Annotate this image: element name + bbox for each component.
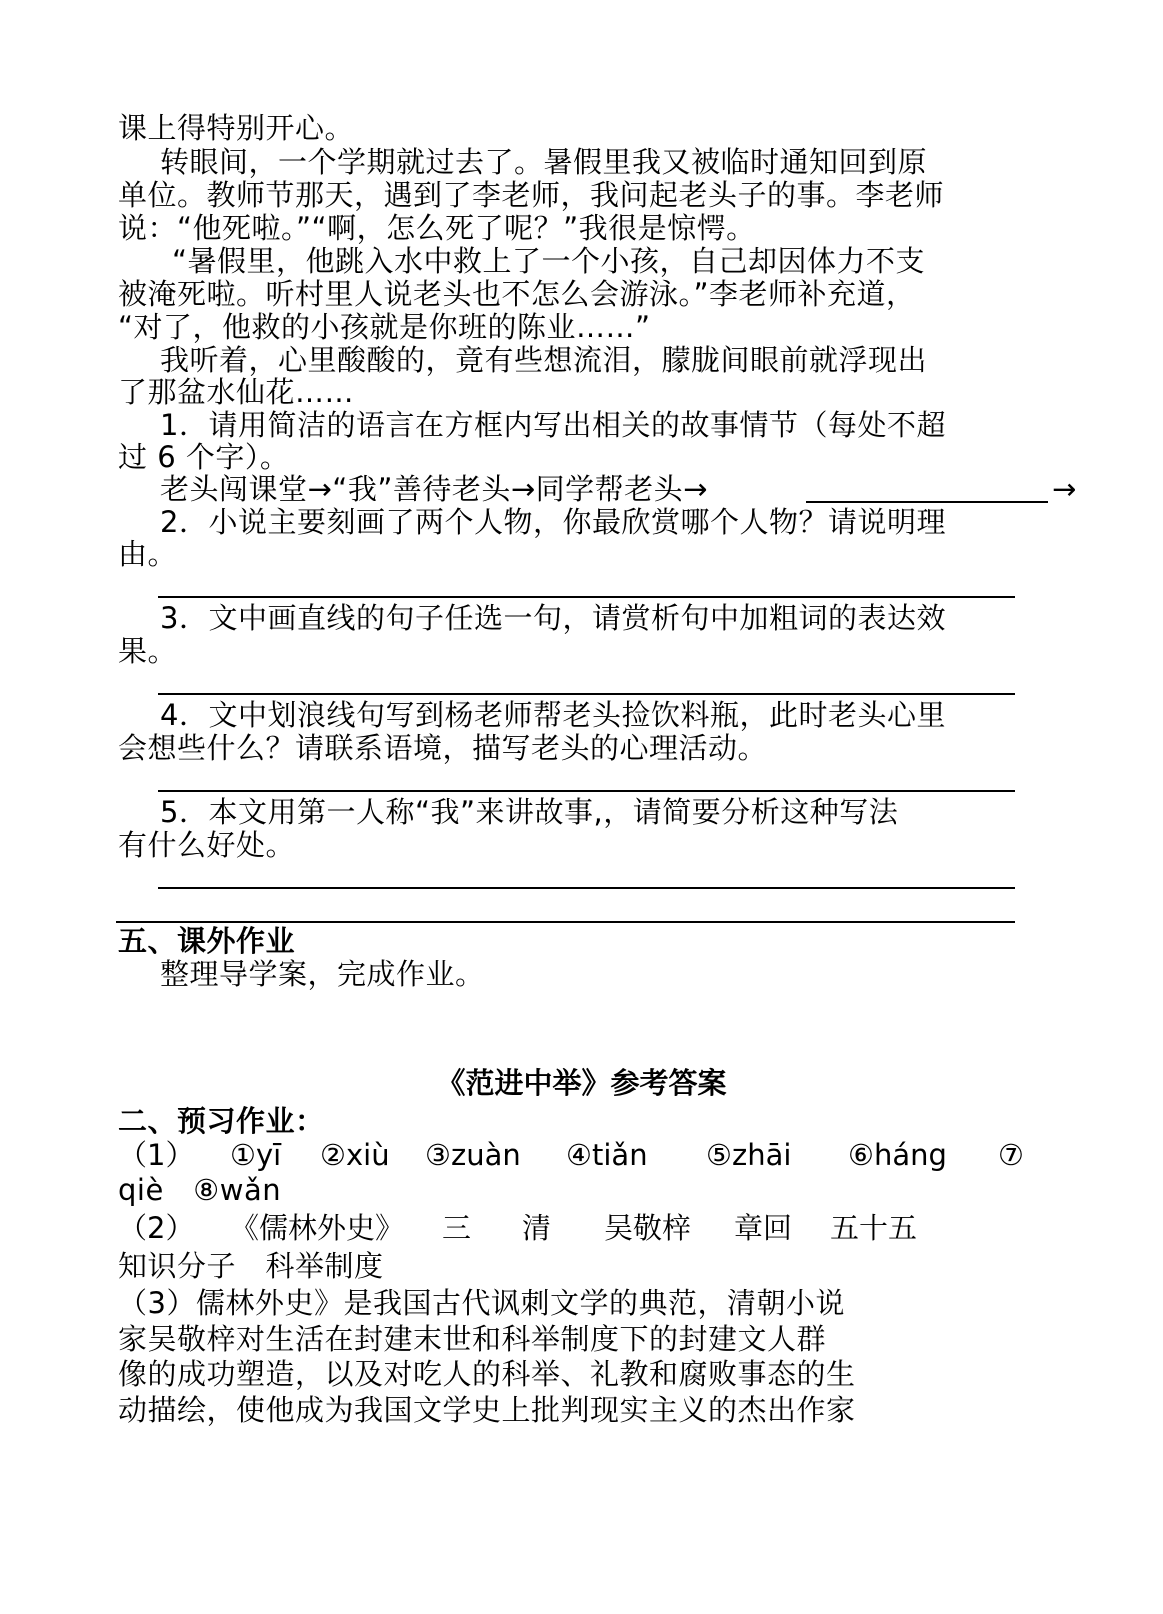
answer-2-item: 三 [442,1211,472,1245]
question-3: 3．文中画直线的句子任选一句，请赏析句中加粗词的表达效 [160,601,946,635]
question-2: 2．小说主要刻画了两个人物，你最欣赏哪个人物？请说明理 [160,505,946,539]
question-5: 5．本文用第一人称“我”来讲故事,，请简要分析这种写法 [160,795,899,829]
story-line: “对了，他救的小孩就是你班的陈业……” [118,310,651,344]
arrow-icon: → [1052,472,1077,506]
pinyin-item: ③zuàn [425,1138,521,1172]
homework-heading: 五、课外作业 [118,924,296,958]
pinyin-item: ④tiǎn [566,1138,648,1172]
story-line: 被淹死啦。听村里人说老头也不怎么会游泳。”李老师补充道， [118,277,916,311]
answer-line[interactable] [158,693,1015,695]
answer-line[interactable] [158,790,1015,792]
question-4: 4．文中划浪线句写到杨老师帮老头捡饮料瓶，此时老头心里 [160,698,946,732]
story-line: 课上得特别开心。 [118,111,355,145]
story-line: 我听着，心里酸酸的，竟有些想流泪，朦胧间眼前就浮现出 [160,343,928,377]
pinyin-item: ⑤zhāi [706,1138,792,1172]
story-line: 单位。教师节那天，遇到了李老师，我问起老头子的事。李老师 [118,178,945,212]
answer-3-line: 像的成功塑造，以及对吃人的科举、礼教和腐败事态的生 [118,1357,856,1391]
question-2-cont: 由。 [118,537,178,571]
answers-title: 《范进中举》参考答案 [436,1066,727,1100]
answer-2-item: 清 [522,1211,552,1245]
answer-1-label: （1） [118,1138,195,1172]
answer-3-line: （3）儒林外史》是我国古代讽刺文学的典范，清朝小说 [118,1286,845,1320]
answer-3-line: 家吴敬梓对生活在封建末世和科举制度下的封建文人群 [118,1322,827,1356]
answer-3-line: 动描绘，使他成为我国文学史上批判现实主义的杰出作家 [118,1393,856,1427]
answers-heading: 二、预习作业： [118,1104,325,1138]
pinyin-item: ⑥háng [848,1138,947,1172]
plot-chain [160,473,708,505]
answer-2-line-2: 知识分子 科举制度 [118,1249,384,1283]
plot-chain-text: 老头闯课堂→“我”善待老头→同学帮老头→ [160,472,708,506]
question-1: 1．请用简洁的语言在方框内写出相关的故事情节（每处不超 [160,408,946,442]
story-line: 转眼间，一个学期就过去了。暑假里我又被临时通知回到原 [160,145,928,179]
story-line: 说：“他死啦。”“啊，怎么死了呢？”我很是惊愕。 [118,211,756,245]
question-5-cont: 有什么好处。 [118,828,296,862]
pinyin-item: ②xiù [320,1138,390,1172]
pinyin-line-2: qiè ⑧wǎn [118,1173,282,1207]
answer-blank[interactable] [806,501,1048,503]
answer-2-item: 《儒林外史》 [230,1211,405,1245]
answer-line[interactable] [158,596,1015,598]
answer-2-label: （2） [118,1211,195,1245]
question-4-cont: 会想些什么？请联系语境，描写老头的心理活动。 [118,731,768,765]
homework-text: 整理导学案，完成作业。 [160,957,485,991]
story-line: “暑假里，他跳入水中救上了一个小孩，自己却因体力不支 [172,244,926,278]
question-3-cont: 果。 [118,634,178,668]
answer-2-item: 吴敬梓 [604,1211,692,1245]
story-line: 了那盆水仙花…… [118,375,355,409]
pinyin-item: ①yī [230,1138,282,1172]
pinyin-item: ⑦ [998,1138,1024,1172]
answer-2-item: 章回 [734,1211,793,1245]
question-1-cont: 过 6 个字）。 [118,440,290,474]
answer-line[interactable] [158,887,1015,889]
answer-2-item: 五十五 [830,1211,918,1245]
answer-line[interactable] [116,921,1015,923]
